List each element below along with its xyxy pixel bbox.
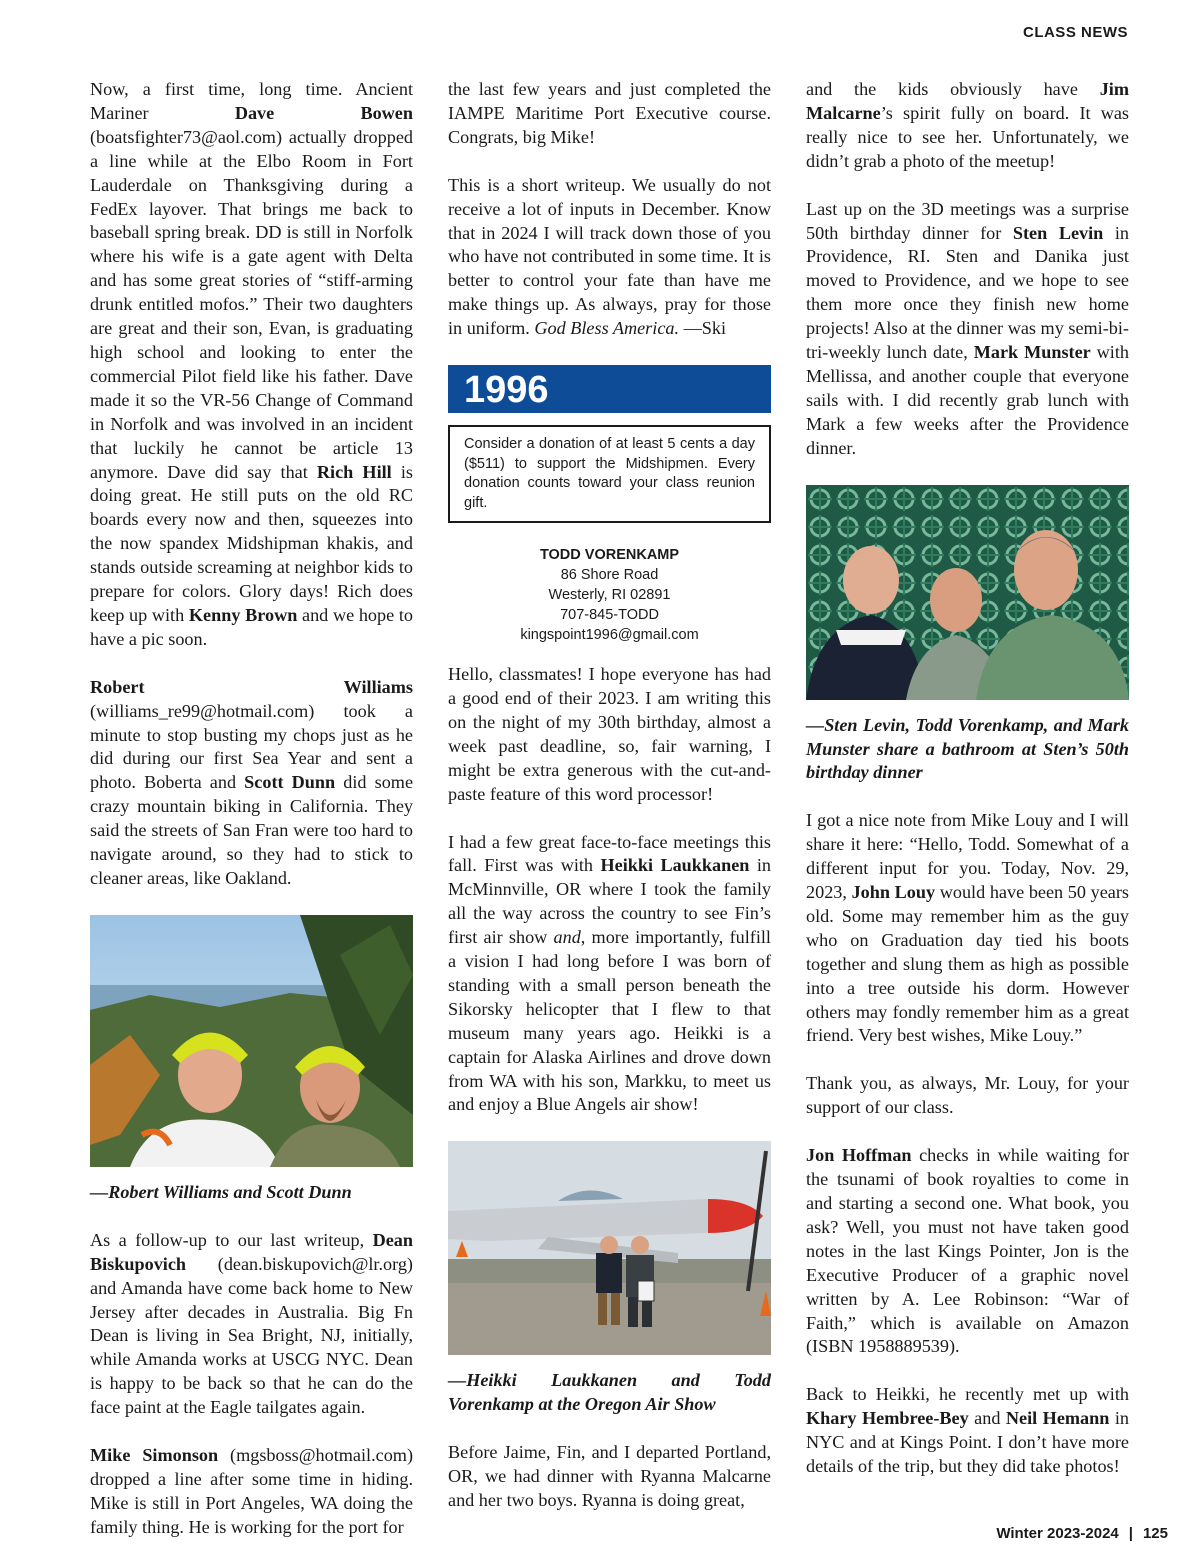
- italic-text: and: [553, 927, 581, 948]
- bold-name: John Louy: [851, 882, 936, 903]
- contact-address-line-1: 86 Shore Road: [560, 567, 659, 584]
- bold-name: Robert Williams: [90, 676, 413, 697]
- article-paragraph: Thank you, as always, Mr. Louy, for your support of our class.: [806, 1073, 1129, 1118]
- issue-label: Winter 2023-2024: [996, 1525, 1119, 1542]
- contact-name: TODD VORENKAMP: [539, 547, 680, 564]
- photo-caption: —Sten Levin, Todd Vorenkamp, and Mark Munster share a bathroom at Sten’s 50th birthday dinner: [806, 714, 1129, 783]
- class-year-banner: 1996: [448, 365, 771, 413]
- photo-birthday-dinner: [806, 485, 1129, 700]
- article-paragraph: Mike Simonson (mgsboss@hotmail.com) dropped a line after some time in hiding. Mike is still in Port Angeles, WA doing the family thing. He is working for the port for: [90, 1445, 413, 1537]
- photo-caption: —Robert Williams and Scott Dunn: [90, 1181, 352, 1202]
- bold-name: Dave Bowen: [234, 102, 413, 123]
- article-paragraph: the last few years and just completed the IAMPE Maritime Port Executive course. Congrats, big Mike!: [448, 79, 771, 147]
- article-paragraph: Hello, classmates! I hope everyone has had a good end of their 2023. I am writing this on the night of my 30th birthday, almost a week past deadline, so, fair warning, I might be extra generous with the cut-and-paste feature of this word processor!: [448, 664, 771, 804]
- bold-name: Kenny Brown: [188, 604, 298, 625]
- article-paragraph: This is a short writeup. We usually do not receive a lot of inputs in December. Know that in 2024 I will track down those of you who have not contributed in some time. It is better to control your fate than have me make things up. As always, pray for those in uniform. God Bless America. —Ski: [448, 174, 771, 339]
- bold-name: Rich Hill: [316, 461, 392, 482]
- bold-name: Mark Munster: [973, 342, 1091, 363]
- article-paragraph: and the kids obviously have Jim Malcarne’s spirit fully on board. It was really nice to see her. Unfortunately, we didn’t grab a photo of the meetup!: [806, 79, 1129, 171]
- class-secretary-contact: [448, 545, 771, 645]
- column-3: [806, 78, 1129, 1503]
- article-paragraph: Now, a first time, long time. Ancient Mariner Dave Bowen (boatsfighter73@aol.com) actually dropped a line while at the Elbo Room in Fort Lauderdale on Thanksgiving during a FedEx layover. That brings me back to baseball spring break. DD is still in Norfolk where his wife is a gate agent with Delta and has some great stories of “stiff-arming drunk entitled mofos.” Their two daughters are great and their son, Evan, is graduating high school and looking to enter the commercial Pilot field like his father. Dave made it so the VR-56 Change of Command in Norfolk and was involved in an incident that luckily he cannot be article 13 anymore. Dave did say that Rich Hill is doing great. He still puts on the old RC boards every now and then, squeezes into the now spandex Midshipman khakis, and stands outside screaming at neighbor kids to prepare for colors. Glory days! Rich does keep up with Kenny Brown and we hope to have a pic soon.: [90, 79, 413, 649]
- bold-name: Dean Biskupovich: [90, 1229, 413, 1274]
- article-paragraph: I got a nice note from Mike Louy and I will share it here: “Hello, Todd. Somewhat of a different input for you. Today, Nov. 29, 2023, John Louy would have been 50 years old. Some may remember him as the guy who on Graduation day tied his boots together and slung them as high as possible into a tree outside his dorm. However others may fondly remember him as a great friend. Very best wishes, Mike Louy.”: [806, 810, 1129, 1046]
- article-paragraph: Robert Williams (williams_re99@hotmail.com) took a minute to stop busting my chops just as he did during our first Sea Year and sent a photo. Boberta and Scott Dunn did some crazy mountain biking in California. They said the streets of San Fran were too hard to navigate around, so they had to stick to cleaner areas, like Oakland.: [90, 676, 414, 888]
- bold-name: Heikki Laukkanen: [600, 855, 750, 876]
- bold-name: Jim Malcarne: [806, 79, 1129, 123]
- article-paragraph: Jon Hoffman checks in while waiting for the tsunami of book royalties to come in and starting a second one. What book, you ask? Well, you must not have taken good notes in the last Kings Pointer, Jon is the Executive Producer of a graphic novel written by A. Lee Robinson: “War of Faith,” which is available on Amazon (ISBN 1958889539).: [806, 1145, 1129, 1357]
- article-paragraph: As a follow-up to our last writeup, Dean Biskupovich (dean.biskupovich@lr.org) and Amanda have come back home to New Jersey after decades in Australia. Big Fn Dean is living in Sea Bright, NJ, initially, while Amanda works at USCG NYC. Dean is happy to be back so that he can do the face paint at the Eagle tailgates again.: [90, 1229, 413, 1418]
- photo-caption: —Heikki Laukkanen and Todd Vorenkamp at the Oregon Air Show: [448, 1370, 771, 1415]
- contact-address-line-2: Westerly, RI 02891: [548, 587, 671, 604]
- contact-phone: 707-845-TODD: [560, 607, 659, 624]
- bold-name: Mike Simonson: [90, 1445, 219, 1466]
- column-1: [90, 78, 413, 1564]
- bold-name: Khary Hembree-Bey: [806, 1408, 969, 1429]
- column-2: [448, 78, 771, 1537]
- article-paragraph: Before Jaime, Fin, and I departed Portland, OR, we had dinner with Ryanna Malcarne and her two boys. Ryanna is doing great,: [448, 1442, 771, 1510]
- photo-bikers: [90, 915, 413, 1167]
- bold-name: Scott Dunn: [244, 772, 336, 793]
- page-number: 125: [1142, 1525, 1168, 1542]
- donation-box: Consider a donation of at least 5 cents a day ($511) to support the Midshipmen. Every donation counts toward your class reunion gift.: [448, 425, 771, 523]
- section-label: CLASS NEWS: [1022, 24, 1128, 41]
- bold-name: Sten Levin: [1012, 222, 1104, 243]
- bold-name: Jon Hoffman: [806, 1145, 912, 1166]
- article-paragraph: Back to Heikki, he recently met up with Khary Hembree-Bey and Neil Hemann in NYC and at Kings Point. I don’t have more details of the trip, but they did take photos!: [806, 1384, 1129, 1477]
- page-footer: [996, 1525, 1168, 1542]
- contact-email: kingspoint1996@gmail.com: [520, 627, 699, 644]
- photo-air-show: [448, 1141, 771, 1355]
- article-paragraph: Last up on the 3D meetings was a surprise 50th birthday dinner for Sten Levin in Providence, RI. Sten and Danika just moved to Providence, and we hope to see them more once they finish new home projects! Also at the dinner was my semi-bi-tri-weekly lunch date, Mark Munster with Mellissa, and another couple that everyone sails with. I did recently grab lunch with Mark a few weeks after the Providence dinner.: [806, 198, 1129, 458]
- footer-separator: |: [1128, 1525, 1133, 1542]
- bold-name: Neil Hemann: [1005, 1408, 1110, 1429]
- article-paragraph: I had a few great face-to-face meetings this fall. First was with Heikki Laukkanen in McMinnville, OR where I took the family all the way across the country to see Fin’s first air show and, more importantly, fulfill a vision I had long before I was born of standing with a small person beneath the Sikorsky helicopter that I flew to that museum many years ago. Heikki is a captain for Alaska Airlines and drove down from WA with his son, Markku, to meet us and enjoy a Blue Angels air show!: [448, 831, 771, 1115]
- italic-text: God Bless America.: [534, 318, 680, 339]
